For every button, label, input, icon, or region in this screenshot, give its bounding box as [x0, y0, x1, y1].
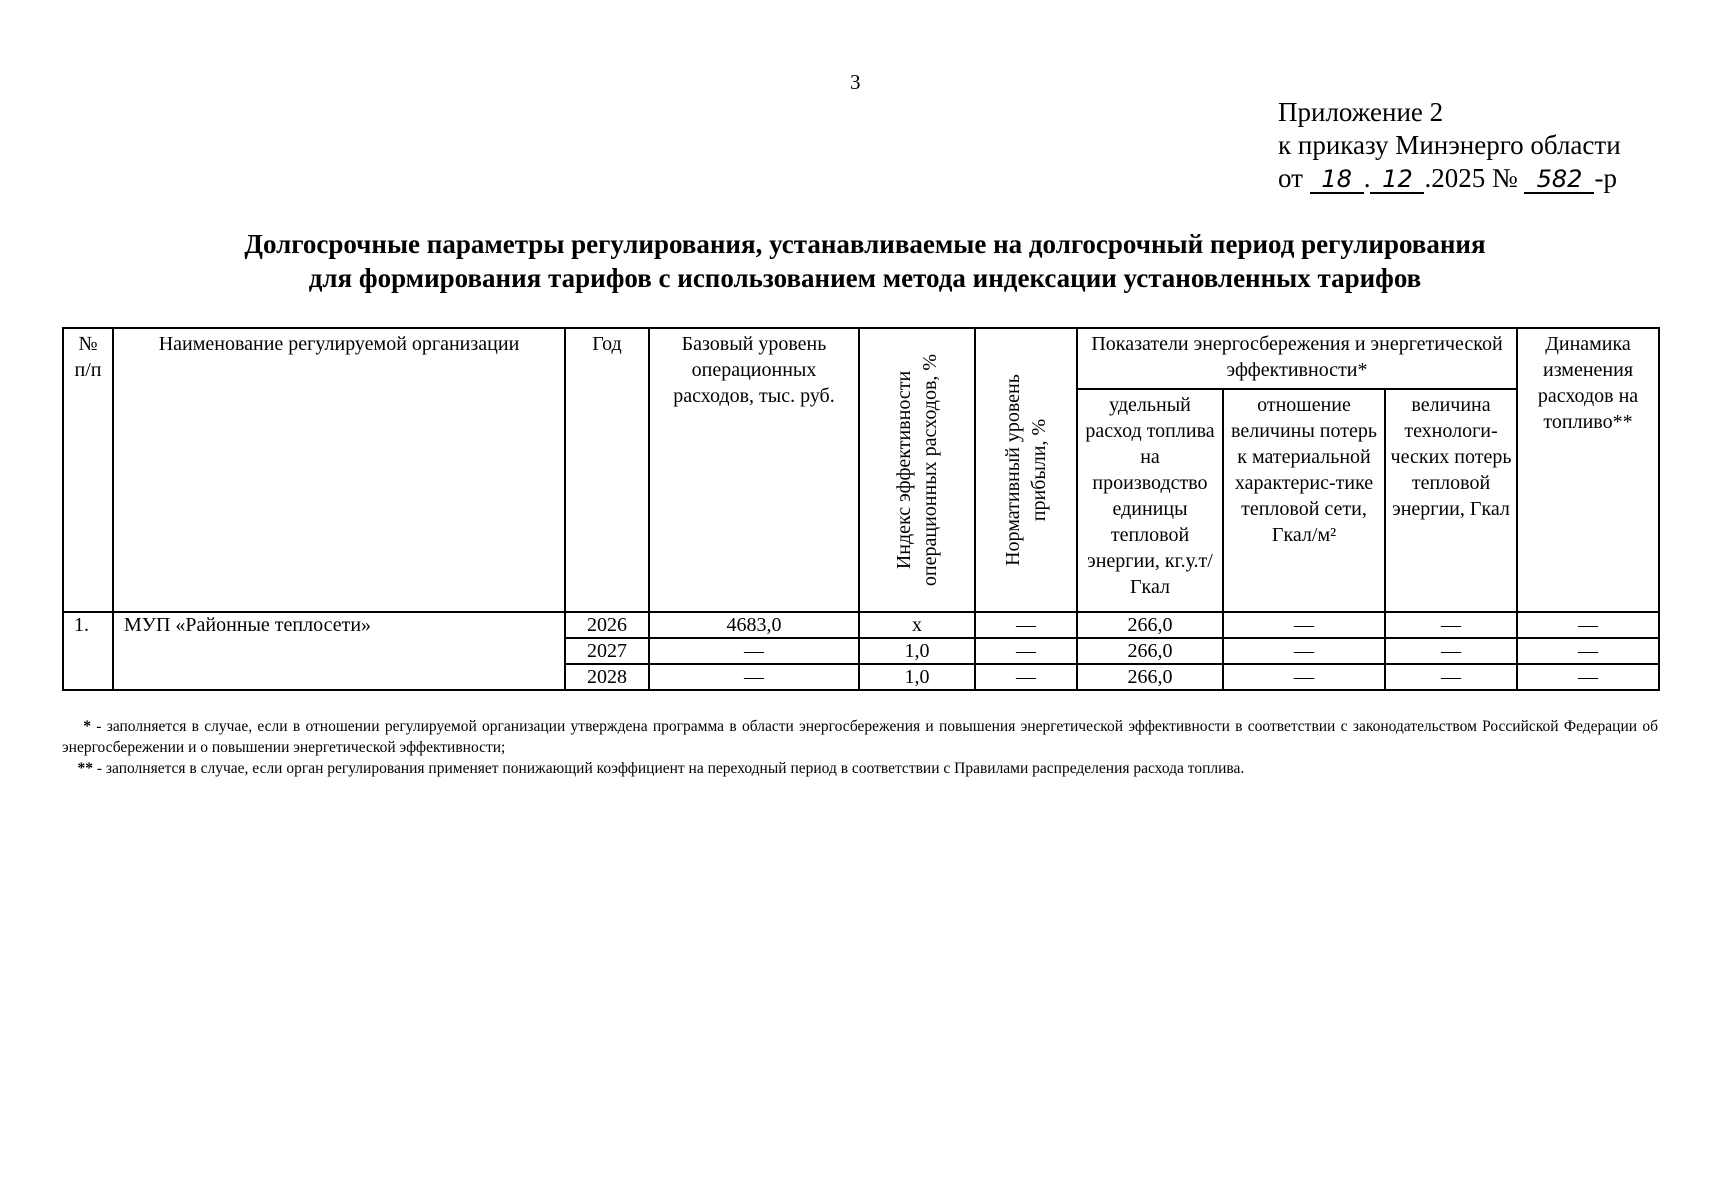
cell-tech-loss: —: [1385, 612, 1517, 638]
cell-loss-ratio: —: [1223, 612, 1385, 638]
cell-tech-loss: —: [1385, 638, 1517, 664]
cell-year: 2026: [565, 612, 649, 638]
appendix-header: [1278, 96, 1621, 195]
footnote-1-mark: *: [83, 718, 91, 735]
appendix-prefix: от: [1278, 163, 1303, 193]
document-title: [0, 227, 1730, 295]
header-year: Год: [565, 328, 649, 612]
header-base-costs: Базовый уровень операционных расходов, тыс. руб.: [649, 328, 859, 612]
cell-dynamics: —: [1517, 664, 1659, 690]
title-line2: для формирования тарифов с использованием метода индексации установленных тарифов: [308, 263, 1422, 293]
footnote-1: [62, 716, 1658, 758]
footnote-1-text: - заполняется в случае, если в отношении регулируемой организации утверждена программа в области энергосбережения и повышения энергетической эффективности в соответствии с законодательством Российской Федерации об энергосбережении и о повышении энергетической эффективности;: [62, 718, 1658, 756]
cell-fuel: 266,0: [1077, 612, 1223, 638]
cell-profit: —: [975, 638, 1077, 664]
cell-index: 1,0: [859, 664, 975, 690]
header-org: Наименование регулируемой организации: [113, 328, 565, 612]
appendix-suffix: -р: [1594, 163, 1617, 193]
cell-index: 1,0: [859, 638, 975, 664]
cell-loss-ratio: —: [1223, 638, 1385, 664]
header-num: № п/п: [63, 328, 113, 612]
cell-tech-loss: —: [1385, 664, 1517, 690]
header-profit: [975, 328, 1077, 612]
handwritten-month: 12: [1370, 166, 1424, 194]
appendix-line2: к приказу Минэнерго области: [1278, 130, 1621, 160]
cell-profit: —: [975, 612, 1077, 638]
cell-index: х: [859, 612, 975, 638]
cell-base: —: [649, 638, 859, 664]
page-number: 3: [850, 70, 861, 94]
footnote-2-text: - заполняется в случае, если орган регулирования применяет понижающий коэффициент на переходный период в соответствии с Правилами распределения расхода топлива.: [93, 760, 1245, 777]
appendix-dot: .: [1363, 163, 1371, 193]
header-profit-text: Нормативный уровень прибыли, %: [1002, 374, 1050, 566]
title-line1: Долгосрочные параметры регулирования, устанавливаемые на долгосрочный период регулирования: [244, 229, 1486, 259]
cell-fuel: 266,0: [1077, 638, 1223, 664]
header-loss-ratio: отношение величины потерь к материальной характерис-тике тепловой сети, Гкал/м²: [1223, 389, 1385, 612]
header-row-1: [63, 328, 1659, 389]
header-energy-group: Показатели энергосбережения и энергетической эффективности*: [1077, 328, 1517, 389]
cell-base: —: [649, 664, 859, 690]
cell-dynamics: —: [1517, 638, 1659, 664]
appendix-line3: [1278, 162, 1621, 195]
appendix-line1: Приложение 2: [1278, 97, 1444, 127]
parameters-table: [62, 327, 1660, 691]
org-number: 1.: [63, 612, 113, 690]
appendix-year: .2025 №: [1424, 163, 1518, 193]
cell-year: 2028: [565, 664, 649, 690]
cell-fuel: 266,0: [1077, 664, 1223, 690]
header-fuel: удельный расход топлива на производство единицы тепловой энергии, кг.у.т/Гкал: [1077, 389, 1223, 612]
header-index: [859, 328, 975, 612]
footnote-2-mark: **: [77, 760, 93, 777]
footnotes: [62, 716, 1658, 779]
cell-dynamics: —: [1517, 612, 1659, 638]
org-name: МУП «Районные теплосети»: [113, 612, 565, 690]
cell-base: 4683,0: [649, 612, 859, 638]
table-row: [63, 612, 1659, 638]
cell-year: 2027: [565, 638, 649, 664]
header-tech-loss: величина технологи-ческих потерь тепловой энергии, Гкал: [1385, 389, 1517, 612]
header-index-text: Индекс эффективности операционных расходов, %: [893, 353, 941, 587]
cell-profit: —: [975, 664, 1077, 690]
handwritten-day: 18: [1310, 166, 1364, 194]
cell-loss-ratio: —: [1223, 664, 1385, 690]
header-dynamics: Динамика изменения расходов на топливо**: [1517, 328, 1659, 612]
handwritten-number: 582: [1524, 166, 1594, 194]
footnote-2: [62, 758, 1658, 779]
